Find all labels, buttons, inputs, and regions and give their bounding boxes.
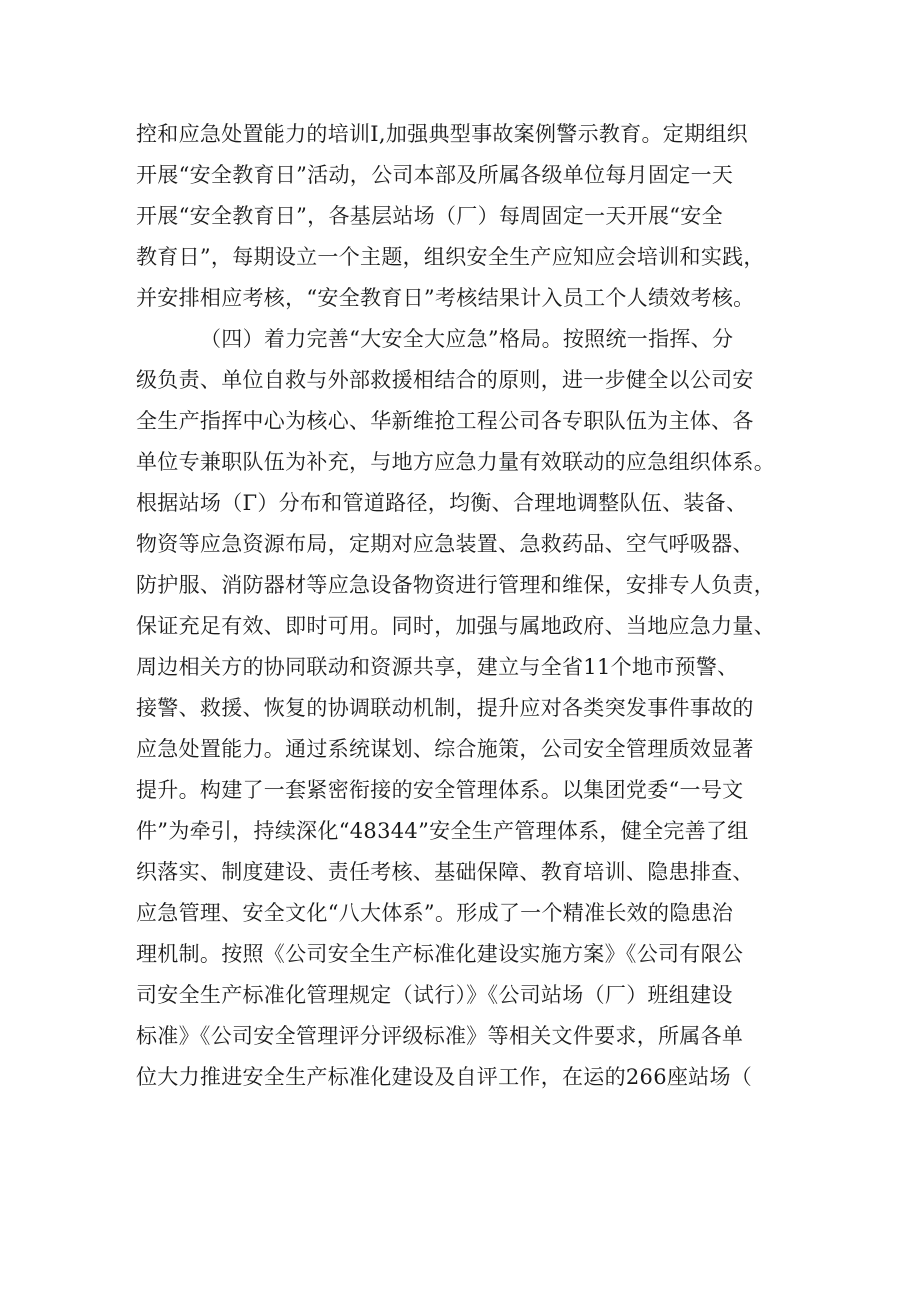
text-line: 织落实、制度建设、责任考核、基础保障、教育培训、隐患排查、 bbox=[136, 860, 754, 884]
text-line: 接警、救援、恢复的协调联动机制，提升应对各类突发事件事故的 bbox=[136, 696, 754, 720]
text-line: 根据站场（Γ）分布和管道路径，均衡、合理地调整队伍、装备、 bbox=[136, 491, 748, 515]
text-line: 司安全生产标准化管理规定（试行）》《公司站场（厂）班组建设 bbox=[136, 983, 733, 1007]
section-heading-line: （四）着力完善“大安全大应急”格局。按照统一指挥、分 bbox=[200, 327, 734, 351]
body-text bbox=[136, 114, 808, 1098]
text-line: 件”为牵引，持续深化“48344”安全生产管理体系，健全完善了组 bbox=[136, 819, 749, 843]
text-line: 开展“安全教育日”，各基层站场（厂）每周固定一天开展“安全 bbox=[136, 204, 723, 228]
text-line: 物资等应急资源布局，定期对应急装置、急救药品、空气呼吸器、 bbox=[136, 532, 754, 556]
text-line: 位大力推进安全生产标准化建设及自评工作，在运的266座站场（ bbox=[136, 1065, 753, 1089]
text-line: 周边相关方的协同联动和资源共享，建立与全省11个地市预警、 bbox=[136, 655, 739, 679]
text-line: 级负责、单位自救与外部救援相结合的原则，进一步健全以公司安 bbox=[136, 368, 754, 392]
text-line: 标准》《公司安全管理评分评级标准》等相关文件要求，所属各单 bbox=[136, 1024, 744, 1048]
text-line: 保证充足有效、即时可用。同时，加强与属地政府、当地应急力量、 bbox=[136, 614, 775, 638]
text-line: 提升。构建了一套紧密衔接的安全管理体系。以集团党委“一号文 bbox=[136, 778, 744, 802]
text-line: 单位专兼职队伍为补充，与地方应急力量有效联动的应急组织体系。 bbox=[136, 450, 775, 474]
text-line: 并安排相应考核，“安全教育日”考核结果计入员工个人绩效考核。 bbox=[136, 286, 755, 310]
text-line: 全生产指挥中心为核心、华新维抢工程公司各专职队伍为主体、各 bbox=[136, 409, 754, 433]
text-line: 理机制。按照《公司安全生产标准化建设实施方案》《公司有限公 bbox=[136, 942, 744, 966]
text-line: 控和应急处置能力的培训I,加强典型事故案例警示教育。定期组织 bbox=[136, 122, 748, 146]
text-line: 应急管理、安全文化“八大体系”。形成了一个精准长效的隐患治 bbox=[136, 901, 734, 925]
text-line: 防护服、消防器材等应急设备物资进行管理和维保，安排专人负责， bbox=[136, 573, 775, 597]
text-line: 开展“安全教育日”活动，公司本部及所属各级单位每月固定一天 bbox=[136, 163, 734, 187]
text-line: 教育日”，每期设立一个主题，组织安全生产应知应会培训和实践， bbox=[136, 245, 765, 269]
text-line: 应急处置能力。通过系统谋划、综合施策，公司安全管理质效显著 bbox=[136, 737, 754, 761]
